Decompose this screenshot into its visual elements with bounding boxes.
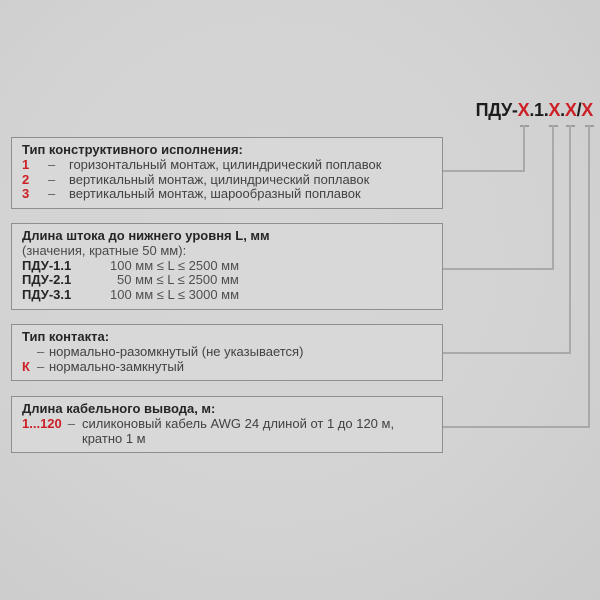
row-text — [82, 417, 432, 447]
legend-row — [22, 187, 432, 202]
cable-length-box — [11, 396, 443, 453]
box-title: Длина штока до нижнего уровня L, мм — [22, 228, 270, 243]
row-dash: – — [37, 358, 45, 374]
row-key: 3 — [22, 186, 30, 202]
row-dash: – — [48, 171, 56, 187]
connector-1-hline — [443, 170, 525, 172]
code-segment-dot1: .1. — [529, 100, 549, 120]
row-text-line2: кратно 1 м — [82, 430, 146, 446]
row-key: 1...120 — [22, 415, 62, 431]
length-range: 50 мм ≤ L ≤ 2500 мм — [117, 272, 239, 288]
row-text-line1: силиконовый кабель AWG 24 длиной от 1 до 120 м, — [82, 415, 395, 431]
model-label: ПДУ-3.1 — [22, 287, 72, 303]
length-range: 100 мм ≤ L ≤ 2500 мм — [110, 257, 240, 273]
connector-3-hline — [443, 352, 571, 354]
model-label: ПДУ-2.1 — [22, 272, 72, 288]
model-label: ПДУ-1.1 — [22, 257, 72, 273]
row-key: 1 — [22, 156, 30, 172]
row-dash: – — [37, 343, 45, 359]
row-text: вертикальный монтаж, шарообразный поплавок — [69, 186, 361, 202]
row-key — [22, 345, 37, 360]
legend-row — [22, 259, 432, 274]
legend-row — [22, 360, 432, 375]
box-title: Тип контакта: — [22, 329, 110, 344]
connector-4-hline — [443, 426, 590, 428]
code-segment-x2: X — [548, 100, 561, 120]
box-subtitle: (значения, кратные 50 мм): — [22, 242, 187, 258]
legend-row — [22, 288, 432, 303]
legend-row — [22, 417, 432, 447]
row-dash: – — [48, 156, 56, 172]
product-code — [476, 100, 593, 121]
code-segment-prefix: ПДУ- — [475, 100, 518, 120]
box-title: Тип конструктивного исполнения: — [22, 142, 243, 157]
code-segment-dot2: . — [560, 100, 565, 120]
code-segment-x3: X — [564, 100, 577, 120]
connector-4-vline — [588, 125, 590, 428]
code-segment-x4: X — [581, 100, 593, 120]
connector-2-vline — [552, 125, 554, 270]
legend-row — [22, 273, 432, 288]
legend-row — [22, 345, 432, 360]
code-segment-slash: / — [576, 100, 582, 120]
box-title: Длина кабельного вывода, м: — [22, 401, 216, 416]
row-key: 2 — [22, 171, 30, 187]
row-key: К — [22, 358, 30, 374]
row-dash: – — [48, 186, 56, 202]
row-text: вертикальный монтаж, цилиндрический поплавок — [69, 171, 370, 187]
legend-row — [22, 173, 432, 188]
length-range: 100 мм ≤ L ≤ 3000 мм — [110, 287, 240, 303]
row-dash: – — [67, 415, 75, 431]
design-type-box — [11, 137, 443, 209]
connector-3-vline — [569, 125, 571, 354]
code-segment-x1: X — [517, 100, 530, 120]
row-text: нормально-разомкнутый (не указывается) — [49, 343, 304, 359]
legend-row — [22, 158, 432, 173]
rod-length-box — [11, 223, 443, 310]
row-text: нормально-замкнутый — [49, 358, 184, 374]
contact-type-box — [11, 324, 443, 381]
connector-2-hline — [443, 268, 554, 270]
connector-1-vline — [523, 125, 525, 172]
row-text: горизонтальный монтаж, цилиндрический поплавок — [69, 156, 382, 172]
